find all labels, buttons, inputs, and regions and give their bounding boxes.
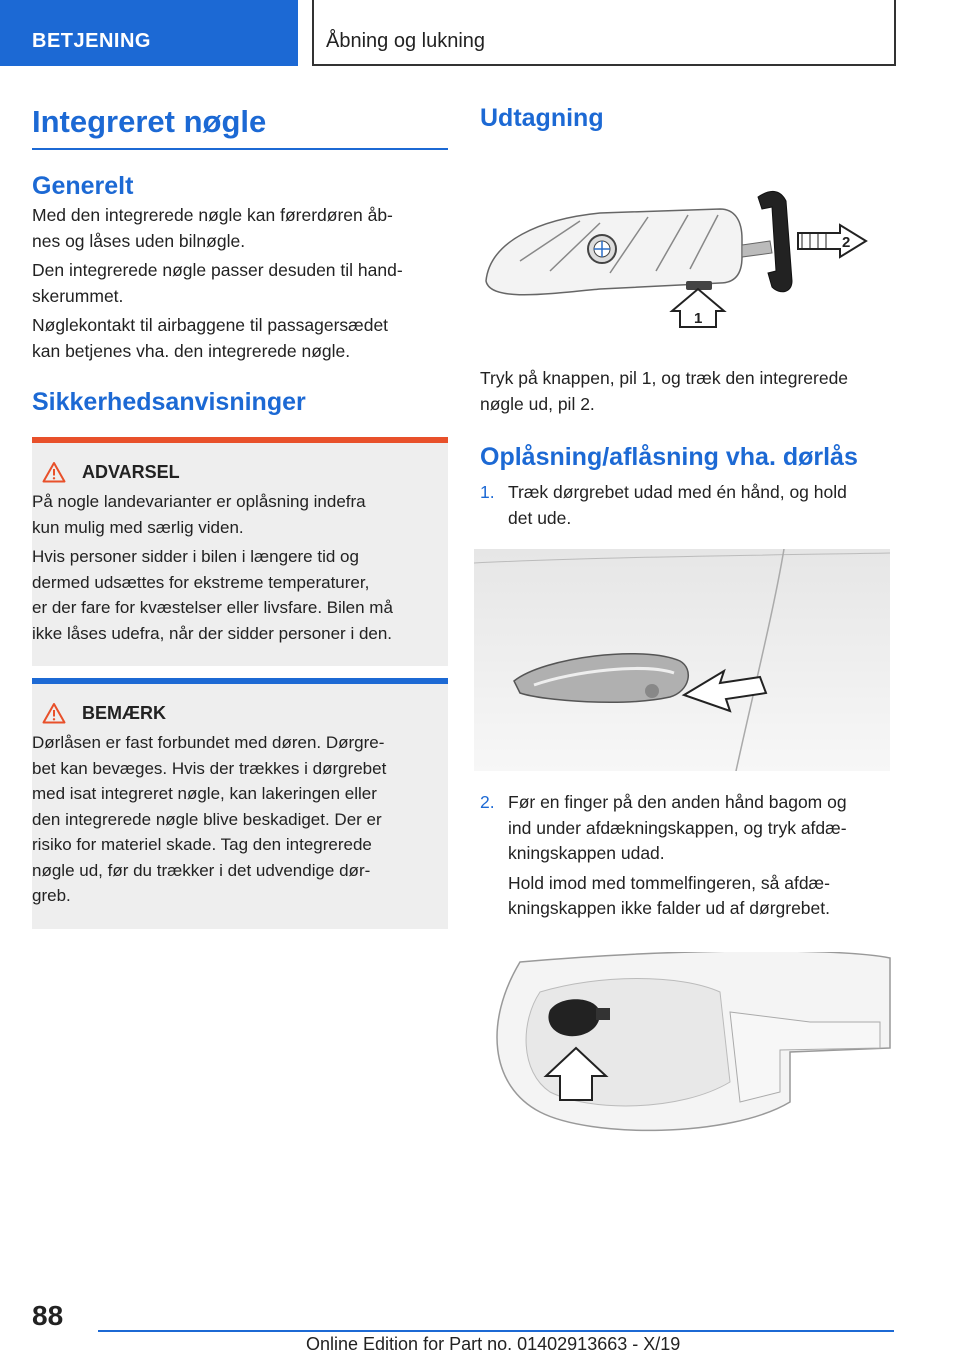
step-2-hint — [480, 871, 892, 922]
warning-triangle-icon — [42, 461, 66, 483]
warning-title-row — [32, 461, 448, 483]
edition-note: Online Edition for Part no. 01402913663 - X/19 — [306, 1334, 681, 1354]
general-paragraph-3 — [32, 313, 448, 364]
note-line-2: bet kan bevæges. Hvis der trækkes i dørgrebet — [32, 758, 387, 778]
warning-p2-line-b: dermed udsættes for ekstreme temperaturer, — [32, 572, 370, 592]
step-2-line-b: ind under afdækningskappen, og tryk afdæ- — [508, 817, 847, 838]
general-p1-line-b: nes og låses uden bilnøgle. — [32, 230, 246, 251]
cover-cap-image — [480, 952, 892, 1142]
note-paragraph — [32, 730, 448, 909]
warning-p1-line-b: kun mulig med særlig viden. — [32, 517, 244, 537]
step-1-line-b: det ude. — [508, 507, 572, 528]
warning-paragraph-2 — [32, 544, 448, 646]
arrow-1-label: 1 — [694, 310, 703, 327]
caution-triangle-icon — [42, 702, 66, 724]
cover-cap-illustration — [480, 952, 892, 1147]
left-column — [32, 100, 448, 929]
note-line-1: Dørlåsen er fast forbundet med døren. Dørgre- — [32, 733, 385, 752]
general-p3-line-b: kan betjenes vha. den integrerede nøgle. — [32, 340, 351, 361]
removal-text — [480, 366, 892, 417]
arrow-2-icon — [798, 225, 866, 257]
general-p2-line-b: skerummet. — [32, 285, 124, 306]
note-line-5: risiko for materiel skade. Tag den integrerede — [32, 835, 372, 854]
right-column — [480, 100, 892, 1147]
warning-box — [32, 437, 448, 666]
note-title-row — [32, 702, 448, 724]
warning-paragraph-1 — [32, 489, 448, 540]
removal-heading: Udtagning — [480, 104, 604, 132]
step-1-line-a: Træk dørgrebet udad med én hånd, og hold — [508, 482, 847, 502]
step-1 — [480, 480, 892, 531]
warning-p2-line-d: ikke låses udefra, når der sidder personer i den. — [32, 623, 393, 643]
warning-p2-line-a: Hvis personer sidder i bilen i længere tid og — [32, 547, 359, 566]
key-removal-illustration — [480, 161, 892, 356]
general-p1-line-a: Med den integrerede nøgle kan førerdøren åb- — [32, 205, 393, 225]
warning-p1-line-a: På nogle landevarianter er oplåsning indefra — [32, 492, 366, 511]
step-2-line-c: kningskappen udad. — [508, 843, 665, 863]
step-list-2 — [480, 790, 892, 922]
key-fob-image — [480, 161, 892, 351]
removal-line-a: Tryk på knappen, pil 1, og træk den integrerede — [480, 368, 849, 388]
note-line-7: greb. — [32, 886, 71, 905]
note-line-6: nøgle ud, før du trækker i det udvendige dør- — [32, 860, 371, 880]
note-box — [32, 678, 448, 929]
arrow-2-label: 2 — [842, 234, 851, 251]
general-paragraph-2 — [32, 258, 448, 309]
note-title: BEMÆRK — [82, 702, 166, 723]
general-p3-line-a: Nøglekontakt til airbaggene til passagersædet — [32, 315, 389, 335]
general-heading: Generelt — [32, 172, 134, 200]
removal-line-b: nøgle ud, pil 2. — [480, 393, 595, 414]
step-2-number: 2. — [480, 792, 495, 812]
step-2-line-a: Før en finger på den anden hånd bagom og — [508, 792, 847, 812]
door-handle-illustration — [474, 549, 892, 776]
step-2-line-e: kningskappen ikke falder ud af dørgrebet. — [508, 898, 830, 918]
note-line-3: med isat integreret nøgle, kan lakeringen eller — [32, 784, 377, 803]
step-1-number: 1. — [480, 482, 495, 502]
section-label: BETJENING — [32, 30, 151, 52]
step-list — [480, 480, 892, 531]
safety-heading: Sikkerhedsanvisninger — [32, 388, 306, 416]
lock-heading: Oplåsning/aflåsning vha. dørlås — [480, 443, 858, 471]
section-tab — [0, 0, 298, 66]
door-handle-image — [474, 549, 890, 771]
step-1-text — [508, 480, 892, 531]
step-2-line-d: Hold imod med tommelfingeren, så afdæ- — [508, 872, 830, 893]
warning-p2-line-c: er der fare for kvæstelser eller livsfare. Bilen må — [32, 598, 393, 617]
page-title: Integreret nøgle — [32, 104, 448, 150]
general-paragraph-1 — [32, 203, 448, 254]
step-2 — [480, 790, 892, 867]
chapter-label: Åbning og lukning — [326, 30, 486, 52]
step-2-text — [508, 790, 892, 867]
chapter-tab — [312, 0, 896, 66]
page-number: 88 — [32, 1300, 64, 1331]
warning-title: ADVARSEL — [82, 461, 180, 482]
general-p2-line-a: Den integrerede nøgle passer desuden til hand- — [32, 260, 403, 280]
note-line-4: den integrerede nøgle blive beskadiget. Der er — [32, 809, 382, 829]
footer-divider — [98, 1330, 894, 1332]
